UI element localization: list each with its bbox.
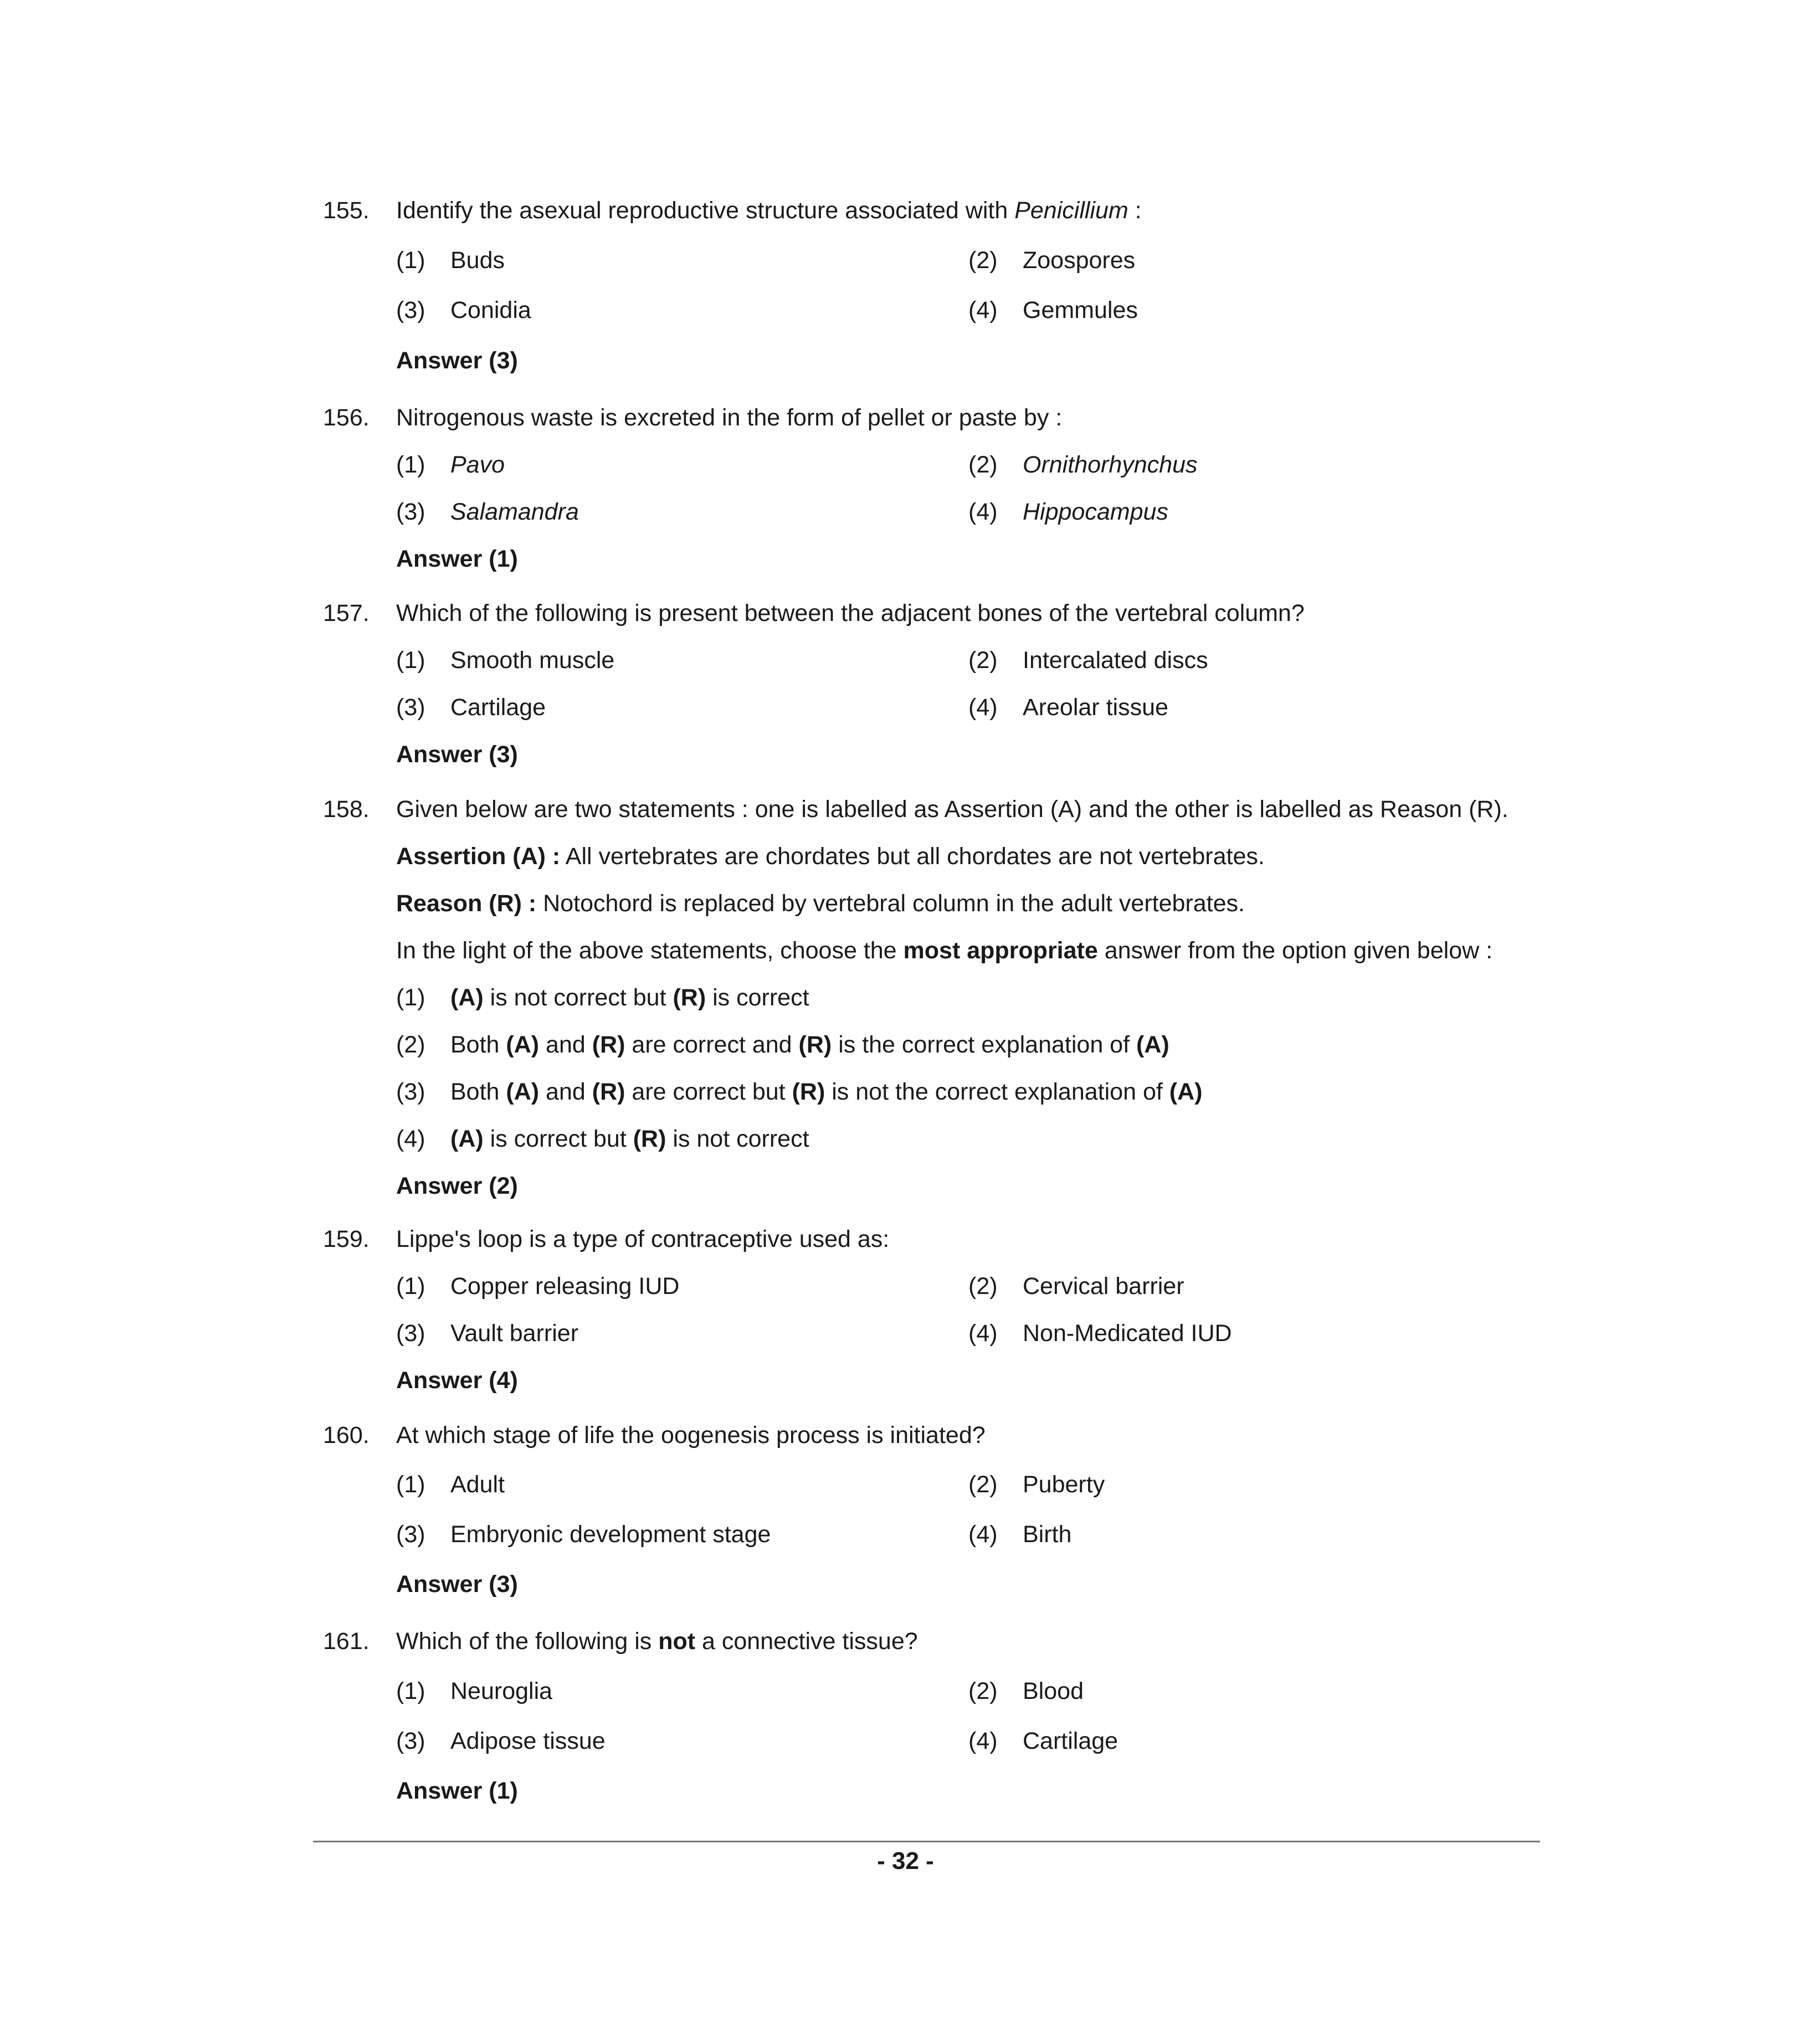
answer-159: Answer (4) xyxy=(396,1367,518,1394)
question-number: 155. xyxy=(323,197,370,224)
question-number: 161. xyxy=(323,1628,370,1655)
answer-155: Answer (3) xyxy=(396,347,518,374)
answer-156: Answer (1) xyxy=(396,546,518,572)
question-number: 156. xyxy=(323,404,370,431)
question-number: 157. xyxy=(323,600,370,626)
question-text: Which of the following is not a connective tissue? xyxy=(396,1628,918,1655)
answer-160: Answer (3) xyxy=(396,1571,518,1598)
answer-157: Answer (3) xyxy=(396,741,518,768)
answer-158: Answer (2) xyxy=(396,1173,518,1199)
exam-page: 155. Identify the asexual reproductive structure associated with Penicillium : (1) Buds (2) Zoospores (3) Conidia (4) Gemmules Answer (3) 156. Nitrogenous waste is excreted in the form of pellet or paste by : (1) Pavo (2) Ornithorhynchus (3) Salamandra (4) Hippocampus Answer (1) 157. Which of the following is present between the adjacent bones of the vertebral column? (1) Smooth muscle (2) Intercalated discs (3) Cartilage (4) Areolar tissue Answer (3) 158. Given below are two statements : one is labelled as Assertion (A) and the other is labelled as Reason (R). Assertion (A) : All vertebrates are chordates but all chordates are not vertebrates. Reason (R) : Notochord is replaced by vertebral column in the adult vertebrates. In the light of the above statements, choose the most appropriate answer from the option given below : (1) (A) is not correct but (R) is correct (2) Both (A) and (R) are correct and (R) is the correct explanation of (A) (3) Both (A) and (R) are correct but (R) is not the correct explanation of (A) (4) (A) is correct but (R) is not correct Answer (2) 159. Lippe's loop is a type of contraceptive used as: (1) Copper releasing IUD (2) Cervical barrier (3) Vault barrier (4) Non-Medicated IUD Answer (4) 160. At which stage of life the oogenesis process is initiated? (1) Adult (2) Puberty (3) Embryonic development stage (4) Birth Answer (3) 161. Which of the following is not a connective tissue? (1) Neuroglia (2) Blood (3) Adipose tissue (4) Cartilage Answer (1) - 32 - xyxy=(0,0,1811,2044)
question-text: At which stage of life the oogenesis process is initiated? xyxy=(396,1422,986,1449)
answer-161: Answer (1) xyxy=(396,1778,518,1804)
reason-line: Reason (R) : Notochord is replaced by vertebral column in the adult vertebrates. xyxy=(396,890,1245,917)
question-text: Lippe's loop is a type of contraceptive used as: xyxy=(396,1226,890,1252)
question-text: Nitrogenous waste is excreted in the form of pellet or paste by : xyxy=(396,404,1063,431)
page-number: - 32 - xyxy=(877,1847,934,1874)
footer-divider xyxy=(313,1841,1540,1842)
question-text: Which of the following is present between the adjacent bones of the vertebral column? xyxy=(396,600,1305,626)
assertion-line: Assertion (A) : All vertebrates are chordates but all chordates are not vertebrates. xyxy=(396,843,1265,870)
question-number: 158. xyxy=(323,796,370,823)
question-text: Given below are two statements : one is labelled as Assertion (A) and the other is labelled as Reason (R). xyxy=(396,796,1509,823)
question-text: Identify the asexual reproductive structure associated with Penicillium : xyxy=(396,197,1142,224)
question-number: 159. xyxy=(323,1226,370,1252)
instruction-line: In the light of the above statements, choose the most appropriate answer from the option given below : xyxy=(396,937,1493,964)
question-number: 160. xyxy=(323,1422,370,1449)
